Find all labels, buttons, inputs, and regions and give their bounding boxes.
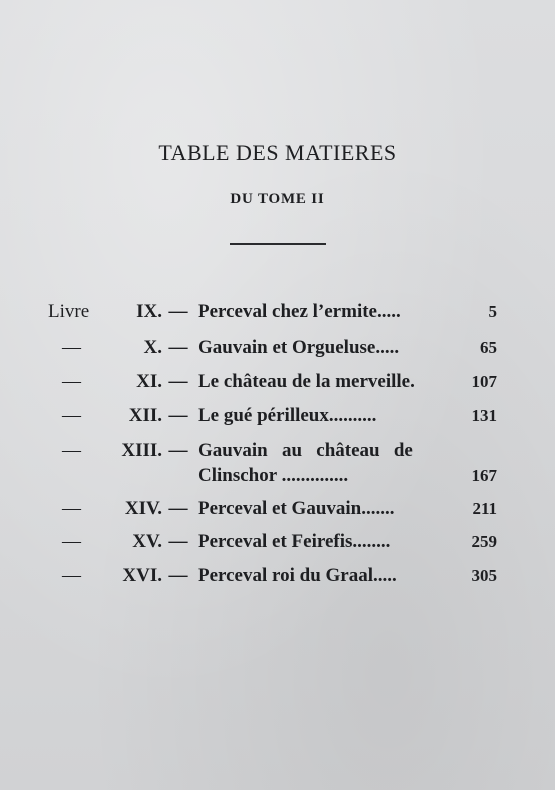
toc-roman-numeral: IX. xyxy=(136,301,162,322)
toc-row xyxy=(0,369,555,395)
toc-chapter-title: Perceval et Feirefis........ xyxy=(198,531,391,552)
toc-row xyxy=(0,299,555,325)
page-title: TABLE DES MATIERES xyxy=(158,140,397,165)
toc-page-number: 211 xyxy=(472,499,497,518)
toc-dash: — xyxy=(168,498,188,519)
toc-page-number: 305 xyxy=(471,566,497,585)
toc-page-number: 259 xyxy=(471,532,497,551)
toc-page-number: 107 xyxy=(471,372,497,391)
toc-roman-numeral: XIII. xyxy=(121,440,162,461)
toc-row xyxy=(0,335,555,361)
toc-page-number: 65 xyxy=(480,338,497,357)
toc-chapter-title: Clinschor .............. xyxy=(198,465,349,486)
toc-chapter-title: Gauvain et Orgueluse..... xyxy=(198,337,400,358)
toc-dash: — xyxy=(168,531,188,552)
toc-chapter-title: Le château de la merveille. xyxy=(198,371,415,392)
toc-chapter-title: Perceval chez l’ermite..... xyxy=(198,301,401,322)
page-subtitle: DU TOME II xyxy=(230,191,325,207)
toc-chapter-title: Perceval et Gauvain....... xyxy=(198,498,395,519)
toc-dash: — xyxy=(168,301,188,322)
toc-roman-numeral: XII. xyxy=(128,405,162,426)
toc-prefix: Livre xyxy=(48,301,90,322)
toc-row xyxy=(0,563,555,589)
toc-dash: — xyxy=(168,337,188,358)
toc-row xyxy=(0,529,555,555)
toc-row-continuation xyxy=(0,463,555,489)
toc-roman-numeral: XI. xyxy=(136,371,162,392)
toc-prefix: — xyxy=(62,498,81,519)
toc-prefix: — xyxy=(62,440,81,461)
toc-page-number: 5 xyxy=(488,302,497,321)
toc-prefix: — xyxy=(62,531,81,552)
toc-chapter-title: Le gué périlleux.......... xyxy=(198,405,377,426)
toc-row xyxy=(0,403,555,429)
toc-prefix: — xyxy=(62,337,81,358)
toc-chapter-title: Perceval roi du Graal..... xyxy=(198,565,397,586)
toc-dash: — xyxy=(168,565,188,586)
toc-roman-numeral: X. xyxy=(143,337,162,358)
toc-row xyxy=(0,496,555,522)
toc-roman-numeral: XIV. xyxy=(124,498,162,519)
toc-chapter-title: Gauvain au château de xyxy=(198,440,413,461)
toc-prefix: — xyxy=(62,565,81,586)
toc-roman-numeral: XV. xyxy=(132,531,162,552)
toc-roman-numeral: XVI. xyxy=(122,565,162,586)
toc-prefix: — xyxy=(62,405,81,426)
toc-dash: — xyxy=(168,371,188,392)
toc-row xyxy=(0,438,555,464)
toc-dash: — xyxy=(168,405,188,426)
toc-prefix: — xyxy=(62,371,81,392)
toc-page-number: 167 xyxy=(471,466,497,485)
toc-dash: — xyxy=(168,440,188,461)
toc-page-number: 131 xyxy=(471,406,497,425)
